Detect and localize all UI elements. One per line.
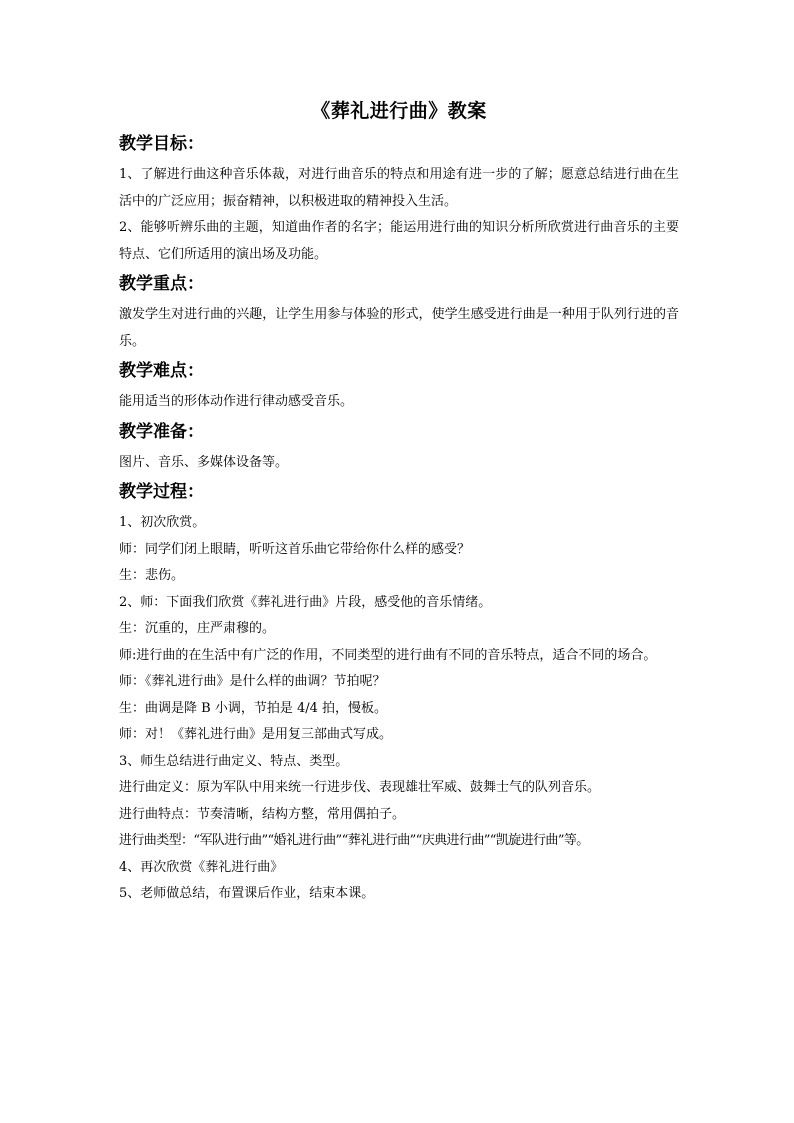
section-key-points — [119, 270, 679, 355]
process-line: 1、初次欣赏。 — [119, 515, 206, 530]
section-difficulties — [119, 357, 679, 416]
process-line: 师：同学们闭上眼睛，听听这首乐曲它带给你什么样的感受？ — [119, 541, 471, 557]
process-line: 进行曲类型：“军队进行曲”“婚礼进行曲”“葬礼进行曲”“庆典进行曲”“凯旋进行曲”等。 — [119, 833, 589, 848]
section-heading-difficulties: 教学难点： — [119, 361, 204, 381]
goal-item: 1、了解进行曲这种音乐体裁，对进行曲音乐的特点和用途有进一步的了解；愿意总结进行曲在生活中的广泛应用；振奋精神，以积极进取的精神投入生活。 — [119, 167, 679, 209]
process-line: 4、再次欣赏《葬礼进行曲》 — [119, 859, 284, 875]
section-process — [119, 478, 679, 908]
document-body — [119, 96, 679, 908]
process-line: 师：《葬礼进行曲》是什么样的曲调？节拍呢？ — [119, 674, 386, 689]
section-heading-process: 教学过程： — [119, 482, 204, 502]
process-line: 5、老师做总结，布置课后作业，结束本课。 — [119, 886, 375, 901]
process-line: 生：曲调是降 B 小调，节拍是 4/4 拍，慢板。 — [119, 700, 388, 716]
process-line: 师:进行曲的在生活中有广泛的作用，不同类型的进行曲有不同的音乐特点，适合不同的场合。 — [119, 647, 657, 663]
section-goals — [119, 130, 679, 268]
section-heading-key-points: 教学重点： — [119, 274, 204, 294]
process-line: 师：对！《葬礼进行曲》是用复三部曲式写成。 — [119, 727, 393, 742]
process-line: 生：悲伤。 — [119, 568, 185, 583]
process-line: 3、师生总结进行曲定义、特点、类型。 — [119, 753, 349, 769]
section-heading-goals: 教学目标： — [119, 134, 204, 154]
process-line: 2、师：下面我们欣赏《葬礼进行曲》片段，感受他的音乐情绪。 — [119, 594, 492, 610]
section-preparation — [119, 418, 679, 477]
process-line: 进行曲定义：原为军队中用来统一行进步伐、表现雄壮军威、鼓舞士气的队列音乐。 — [119, 780, 601, 795]
preparation-text: 图片、音乐、多媒体设备等。 — [119, 454, 289, 470]
document-title: 《葬礼进行曲》教案 — [311, 100, 487, 122]
process-line: 生：沉重的，庄严肃穆的。 — [119, 621, 276, 636]
key-points-text: 激发学生对进行曲的兴趣，让学生用参与体验的形式，使学生感受进行曲是一种用于队列行进的音乐。 — [119, 307, 679, 349]
process-line: 进行曲特点：节奏清晰，结构方整，常用偶拍子。 — [119, 806, 406, 822]
goal-item: 2、能够听辨乐曲的主题，知道曲作者的名字；能运用进行曲的知识分析所欣赏进行曲音乐的主要特点、它们所适用的演出场及功能。 — [119, 220, 679, 262]
difficulties-text: 能用适当的形体动作进行律动感受音乐。 — [119, 394, 354, 409]
section-heading-preparation: 教学准备： — [119, 421, 204, 442]
